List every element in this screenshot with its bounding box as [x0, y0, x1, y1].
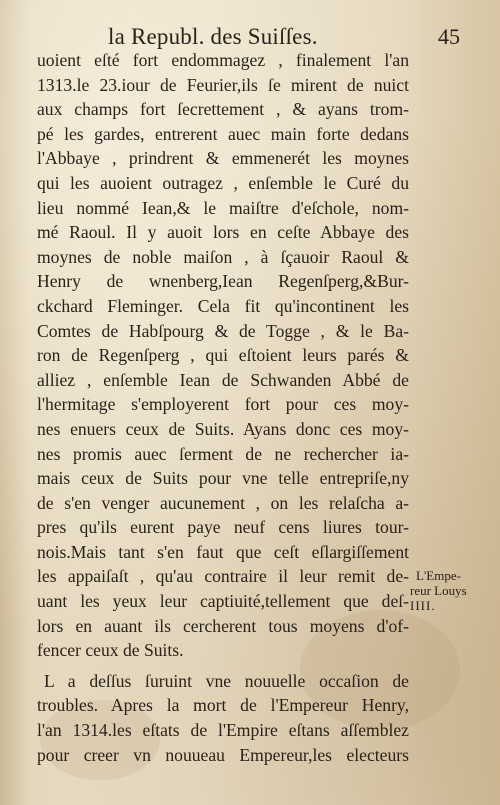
text-line: mais ceux de Suits pour vne telle entrepriſe,ny [37, 468, 409, 489]
text-line: les appaiſaſt , qu'au contraire il leur remit de- [37, 566, 409, 587]
margin-note-line: L'Empe- [416, 568, 461, 583]
margin-note [410, 568, 490, 613]
text-line: l'hermitage s'employerent fort pour ces moy- [37, 394, 409, 415]
text-line: aux champs fort ſecrettement , & ayans trom- [37, 99, 409, 120]
text-line: Henry de wnenberg,Iean Regenſperg,&Bur- [37, 271, 409, 292]
text-line: troubles. Apres la mort de l'Empereur Henry, [37, 695, 409, 716]
text-line: 1313.le 23.iour de Feurier,ils ſe mirent de nuict [37, 74, 409, 95]
text-line: mé Raoul. Il y auoit lors en ceſte Abbaye des [37, 222, 409, 243]
text-line: Comtes de Habſpourg & de Togge , & le Ba- [37, 320, 409, 341]
text-line: ron de Regenſperg , qui eſtoient leurs parés & [37, 345, 409, 366]
text-line: moynes de noble maiſon , à ſçauoir Raoul & [37, 246, 409, 267]
text-line: pres qu'ils eurent paye neuf cens liures tour- [37, 517, 409, 538]
text-line: nes promis auec ſerment de ne rechercher ia- [37, 443, 409, 464]
margin-note-line: reur Louys [410, 583, 467, 598]
text-line: alliez , enſemble Iean de Schwanden Abbé de [37, 369, 409, 390]
text-line: de s'en venger aucunement , on les relaſcha a- [37, 492, 409, 513]
text-line: lieu nommé Iean,& le maiſtre d'eſchole, nom- [37, 197, 409, 218]
text-line: pour creer vn nouueau Empereur,les electeurs [37, 744, 409, 765]
text-line: L a deſſus ſuruint vne nouuelle occaſion de [44, 670, 409, 691]
text-line: l'Abbaye , prindrent & emmenerét les moynes [37, 148, 409, 169]
text-line: uoient eſté fort endommagez , finalement l'an [37, 50, 409, 70]
main-text [37, 48, 409, 767]
text-line: nes enuers ceux de Suits. Ayans donc ces moy- [37, 418, 409, 439]
text-line: fencer ceux de Suits. [37, 640, 184, 661]
margin-note-line: IIII. [410, 598, 436, 613]
text-line: nois.Mais tant s'en faut que ceſt eſlargiſſement [37, 541, 409, 562]
text-line: lors en auant ils cercherent tous moyens d'of- [37, 615, 409, 636]
text-line: uant les yeux leur captiuité,tellement que deſ- [37, 591, 409, 612]
page-number: 45 [438, 24, 460, 49]
running-head: la Republ. des Suiſſes. [108, 24, 318, 49]
text-line: pé les gardes, entrerent auec main forte dedans [37, 123, 409, 144]
text-line: l'an 1314.les eſtats de l'Empire eſtans aſſemblez [37, 720, 409, 741]
text-line: qui les auoient outragez , enſemble le Curé du [37, 172, 409, 193]
text-line: ckchard Fleminger. Cela fit qu'incontinent les [37, 295, 409, 316]
